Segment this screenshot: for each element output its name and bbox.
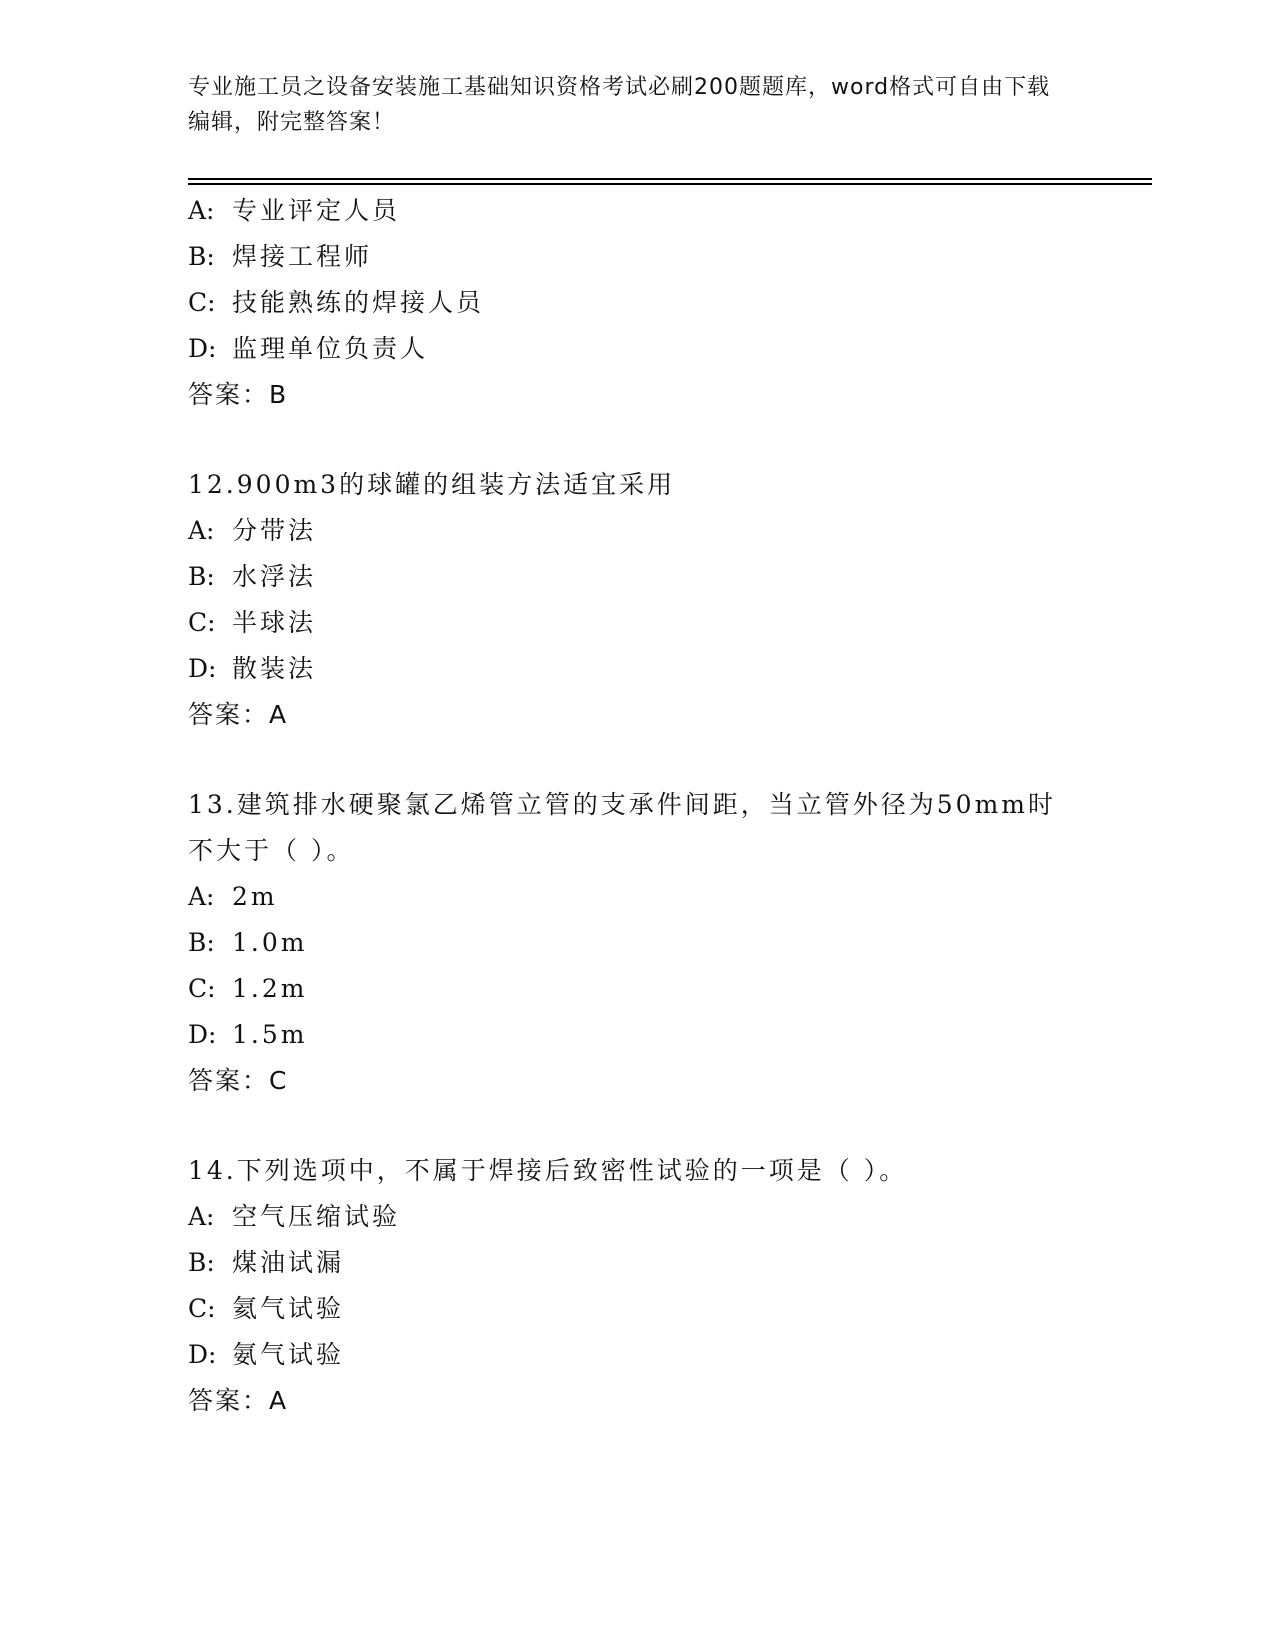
option-key: A: xyxy=(188,516,215,545)
option-d xyxy=(188,326,1068,372)
option-text: 2m xyxy=(232,882,278,911)
option-text: 1.2m xyxy=(232,974,308,1003)
option-key: C: xyxy=(188,288,216,317)
option-text: 煤油试漏 xyxy=(232,1248,345,1277)
option-key: B: xyxy=(188,1248,215,1277)
option-a xyxy=(188,188,1068,234)
answer-line: 答案：A xyxy=(188,1386,289,1415)
option-d xyxy=(188,1332,1068,1378)
option-text: 分带法 xyxy=(232,516,317,545)
question-14 xyxy=(188,1148,1068,1424)
header-divider-bottom xyxy=(188,183,1152,185)
option-key: B: xyxy=(188,928,215,957)
option-d xyxy=(188,1012,1068,1058)
option-key: B: xyxy=(188,242,215,271)
option-key: D: xyxy=(188,654,217,683)
option-text: 监理单位负责人 xyxy=(232,334,429,363)
option-c xyxy=(188,280,1068,326)
option-key: A: xyxy=(188,882,215,911)
question-stem: 14.下列选项中，不属于焊接后致密性试验的一项是（ ）。 xyxy=(188,1156,908,1185)
option-text: 焊接工程师 xyxy=(232,242,373,271)
answer-line: 答案：A xyxy=(188,700,289,729)
option-c xyxy=(188,1286,1068,1332)
document-header: 专业施工员之设备安装施工基础知识资格考试必刷200题题库，word格式可自由下载编辑，附完整答案！ xyxy=(188,75,1051,135)
question-12 xyxy=(188,462,1068,738)
option-a xyxy=(188,508,1068,554)
question-list xyxy=(188,188,1068,1424)
option-b xyxy=(188,920,1068,966)
question-13 xyxy=(188,782,1068,1104)
option-a xyxy=(188,1194,1068,1240)
option-b xyxy=(188,1240,1068,1286)
option-b xyxy=(188,554,1068,600)
option-key: C: xyxy=(188,1294,216,1323)
option-key: A: xyxy=(188,196,215,225)
option-text: 氦气试验 xyxy=(232,1294,345,1323)
option-text: 1.5m xyxy=(232,1020,308,1049)
option-b xyxy=(188,234,1068,280)
option-c xyxy=(188,966,1068,1012)
option-key: A: xyxy=(188,1202,215,1231)
question-11 xyxy=(188,188,1068,418)
option-text: 半球法 xyxy=(232,608,317,637)
option-a xyxy=(188,874,1068,920)
answer-line: 答案：C xyxy=(188,1066,289,1095)
option-d xyxy=(188,646,1068,692)
option-text: 专业评定人员 xyxy=(232,196,401,225)
option-key: D: xyxy=(188,1020,217,1049)
option-key: D: xyxy=(188,334,217,363)
option-text: 空气压缩试验 xyxy=(232,1202,401,1231)
option-text: 氨气试验 xyxy=(232,1340,345,1369)
option-key: B: xyxy=(188,562,215,591)
option-c xyxy=(188,600,1068,646)
header-divider-top xyxy=(188,178,1152,180)
option-key: D: xyxy=(188,1340,217,1369)
option-key: C: xyxy=(188,974,216,1003)
option-text: 技能熟练的焊接人员 xyxy=(232,288,485,317)
option-text: 1.0m xyxy=(232,928,308,957)
answer-line: 答案：B xyxy=(188,380,289,409)
question-stem: 12.900m3的球罐的组装方法适宜采用 xyxy=(188,470,676,499)
option-text: 水浮法 xyxy=(232,562,317,591)
question-stem: 13.建筑排水硬聚氯乙烯管立管的支承件间距，当立管外径为50mm时不大于（ ）。 xyxy=(188,790,1056,865)
option-key: C: xyxy=(188,608,216,637)
option-text: 散装法 xyxy=(232,654,317,683)
